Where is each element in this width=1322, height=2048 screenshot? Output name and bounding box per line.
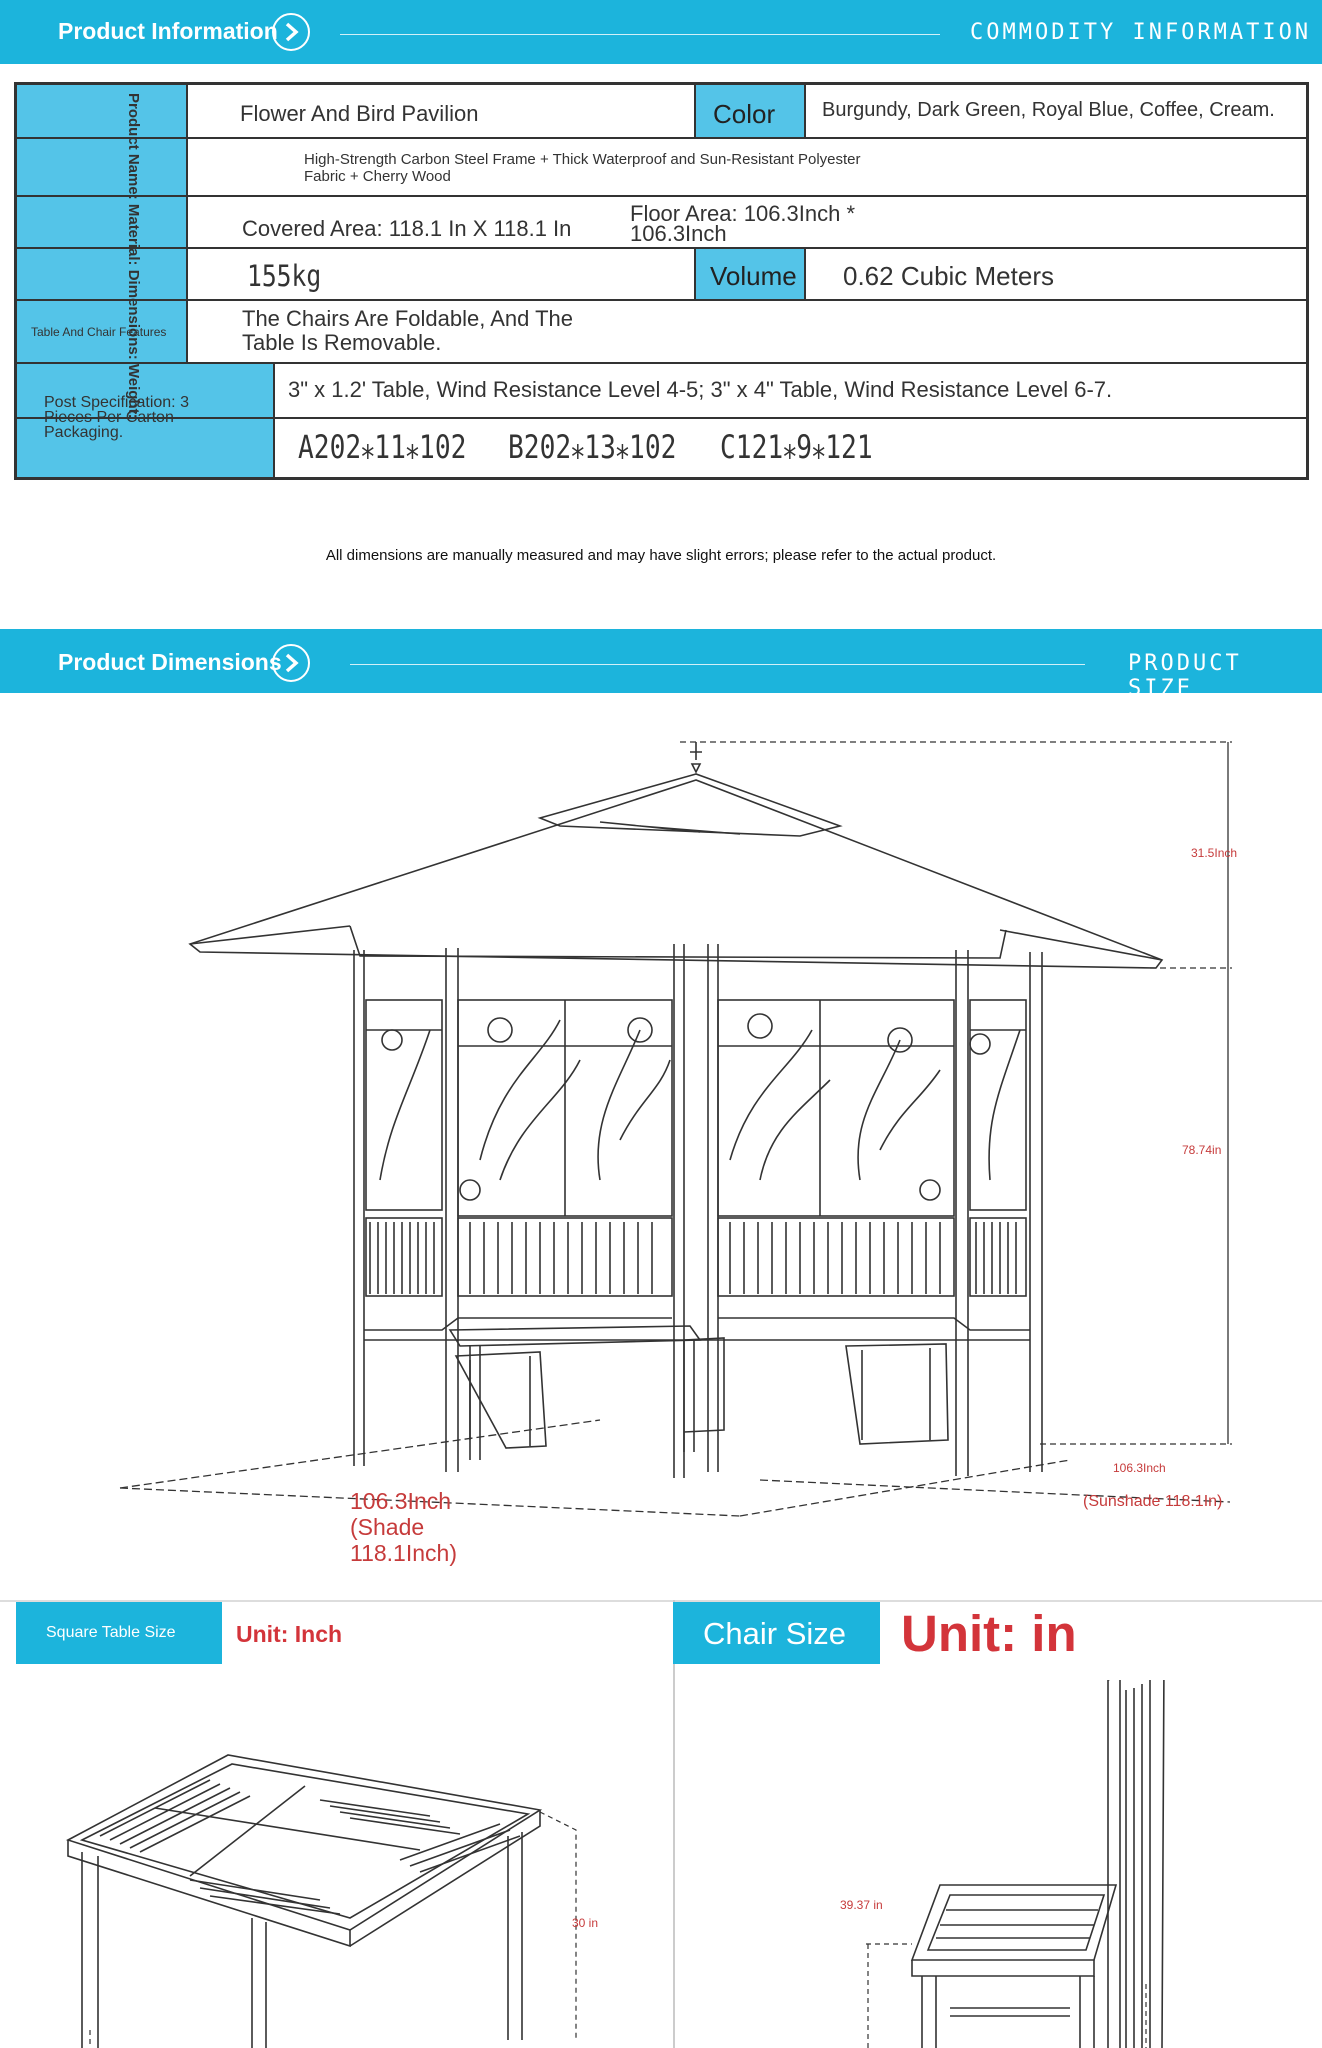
spec-table: [14, 82, 1309, 480]
volume-label: Volume: [710, 261, 797, 291]
product-dimensions-banner: [0, 629, 1322, 701]
banner-divider: [340, 34, 940, 35]
depth-label: 106.3Inch: [1113, 1461, 1166, 1475]
arrow-right-icon: [272, 13, 310, 51]
chair-unit: Unit: in: [901, 1605, 1077, 1662]
square-table-drawing: [0, 1680, 673, 2048]
banner-divider: [350, 664, 1085, 665]
roof-height-label: 31.5Inch: [1191, 846, 1238, 860]
volume-value: 0.62 Cubic Meters: [843, 261, 1054, 291]
measurement-note: All dimensions are manually measured and may have slight errors; please refer to the actual product.: [325, 547, 997, 564]
features-value: The Chairs Are Foldable, And The Table Is Removable.: [242, 306, 574, 355]
chair-height-label: 39.37 in: [840, 1898, 883, 1912]
width-label: 106.3Inch (Shade 118.1Inch): [350, 1488, 457, 1566]
chair-size-label: Chair Size: [673, 1602, 880, 1664]
color-value: Burgundy, Dark Green, Royal Blue, Coffee, Cream.: [822, 99, 1275, 121]
post-specification: Post Specification: 3 Pieces Per Carton Packaging.: [44, 394, 189, 441]
banner-title: Product Information: [58, 18, 278, 44]
covered-area: Covered Area: 118.1 In X 118.1 In: [242, 216, 572, 241]
arrow-right-icon: [272, 644, 310, 682]
body-height-label: 78.74in: [1182, 1143, 1222, 1157]
carton-b: B202⁎13⁎102: [508, 428, 677, 466]
label-column: [17, 85, 186, 362]
product-name: Flower And Bird Pavilion: [240, 101, 479, 126]
banner-subtitle: COMMODITY INFORMATION: [970, 20, 1312, 45]
product-information-banner: [0, 0, 1322, 64]
square-table-size-label: Square Table Size: [16, 1602, 222, 1664]
weight-value: 155kg: [247, 259, 322, 293]
carton-a: A202⁎11⁎102: [298, 428, 467, 466]
banner-subtitle: PRODUCT SIZE: [1128, 651, 1242, 701]
sunshade-label: (Sunshade 118.1In): [1083, 1493, 1223, 1510]
banner-title: Product Dimensions: [58, 649, 282, 675]
carton-c: C121⁎9⁎121: [720, 428, 873, 466]
side-labels: Product Name: Material: Dimensions: Weight:: [125, 93, 142, 419]
wind-resistance: 3" x 1.2' Table, Wind Resistance Level 4-5; 3" x 4" Table, Wind Resistance Level 6-7.: [288, 377, 1113, 402]
material-value: High-Strength Carbon Steel Frame + Thick Waterproof and Sun-Resistant Polyester Fabric + Cherry Wood: [304, 151, 861, 185]
chair-drawing: [675, 1680, 1322, 2048]
table-unit: Unit: Inch: [236, 1621, 343, 1647]
table-height-label: 30 in: [572, 1916, 599, 1930]
color-label: Color: [713, 99, 776, 129]
floor-area: Floor Area: 106.3Inch * 106.3Inch: [630, 201, 856, 246]
pavilion-drawing: [0, 720, 1322, 1570]
features-label: Table And Chair Features: [31, 325, 167, 339]
